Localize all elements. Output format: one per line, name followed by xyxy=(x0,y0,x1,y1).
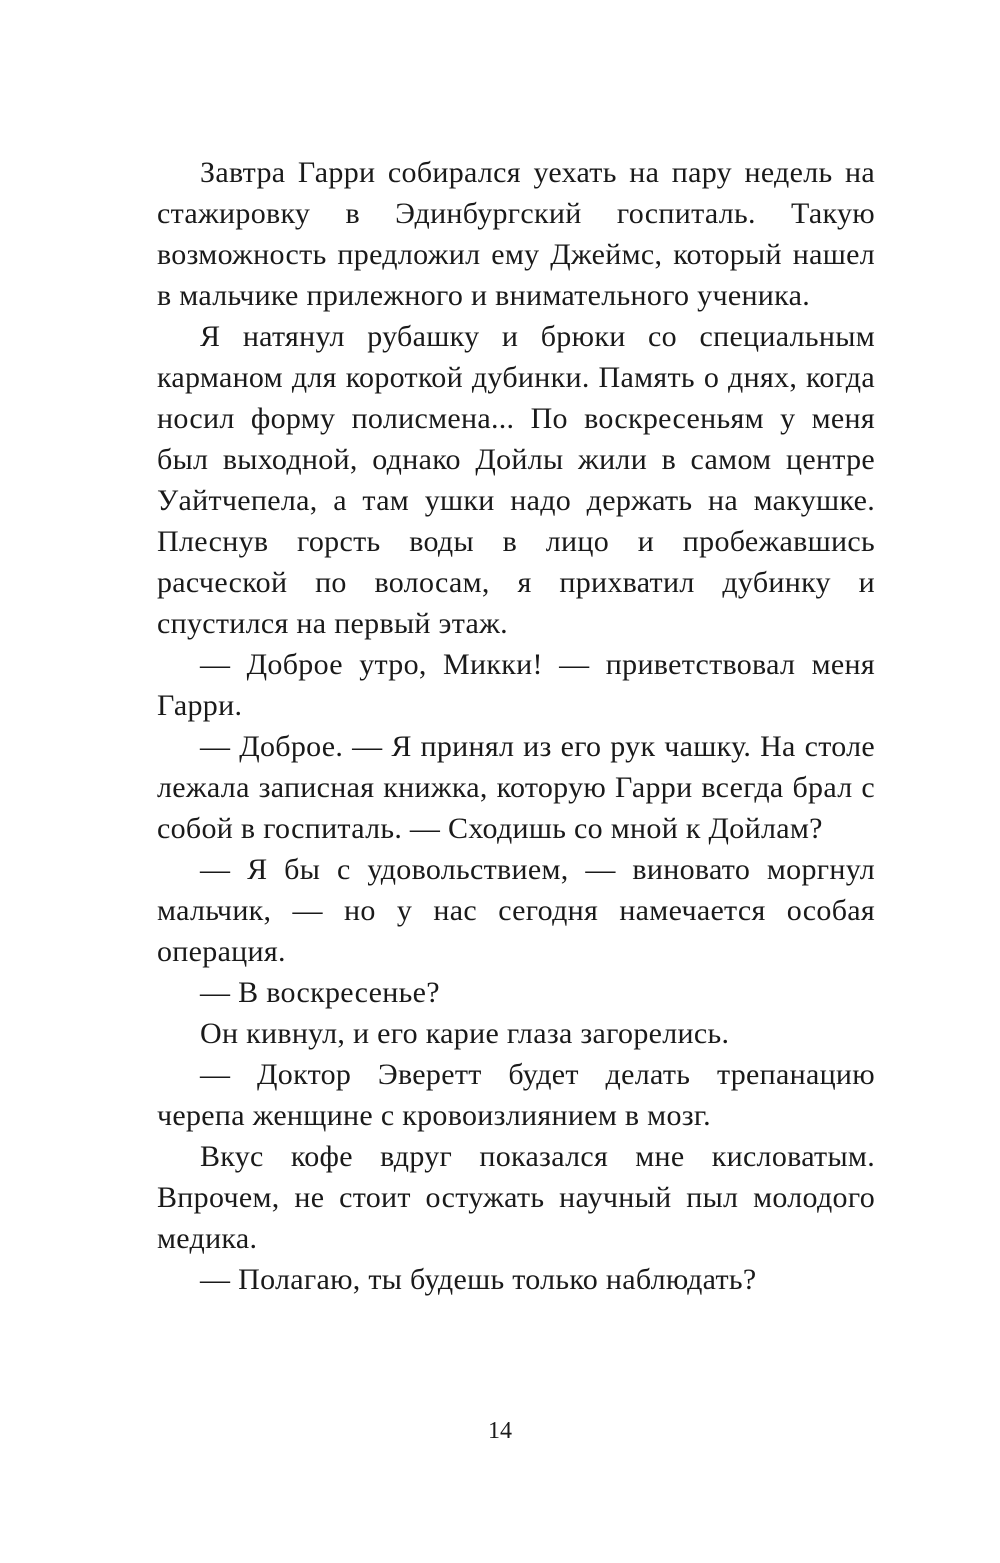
paragraph-10: — Полагаю, ты будешь только наблюдать? xyxy=(200,1263,757,1296)
paragraph-3: — Доброе утро, Микки! — приветствовал меня Гарри. xyxy=(157,648,875,722)
paragraph-4: — Доброе. — Я принял из его рук чашку. На столе лежала записная книжка, которую Гарри всегда брал с собой в госпиталь. — Сходишь со мной к Дойлам? xyxy=(157,730,875,845)
body-text xyxy=(157,152,875,1300)
paragraph-9: Вкус кофе вдруг показался мне кисловатым. Впрочем, не стоит остужать научный пыл молодого медика. xyxy=(157,1140,875,1255)
paragraph-7: Он кивнул, и его карие глаза загорелись. xyxy=(200,1017,730,1050)
paragraph-8: — Доктор Эверетт будет делать трепанацию черепа женщине с кровоизлиянием в мозг. xyxy=(157,1058,875,1132)
paragraph-2: Я натянул рубашку и брюки со специальным карманом для короткой дубинки. Память о днях, когда носил форму полисмена... По воскресеньям у меня был выходной, однако Дойлы жили в самом центре Уайтчепела, а там ушки надо держать на макушке. Плеснув горсть воды в лицо и пробежавшись расческой по волосам, я прихватил дубинку и спустился на первый этаж. xyxy=(157,320,875,640)
paragraph-6: — В воскресенье? xyxy=(200,976,440,1009)
page-number: 14 xyxy=(488,1418,512,1444)
paragraph-5: — Я бы с удовольствием, — виновато моргнул мальчик, — но у нас сегодня намечается особая операция. xyxy=(157,853,875,968)
paragraph-1: Завтра Гарри собирался уехать на пару недель на стажировку в Эдинбургский госпиталь. Такую возможность предложил ему Джеймс, который нашел в мальчике прилежного и внимательного ученика. xyxy=(157,156,875,312)
